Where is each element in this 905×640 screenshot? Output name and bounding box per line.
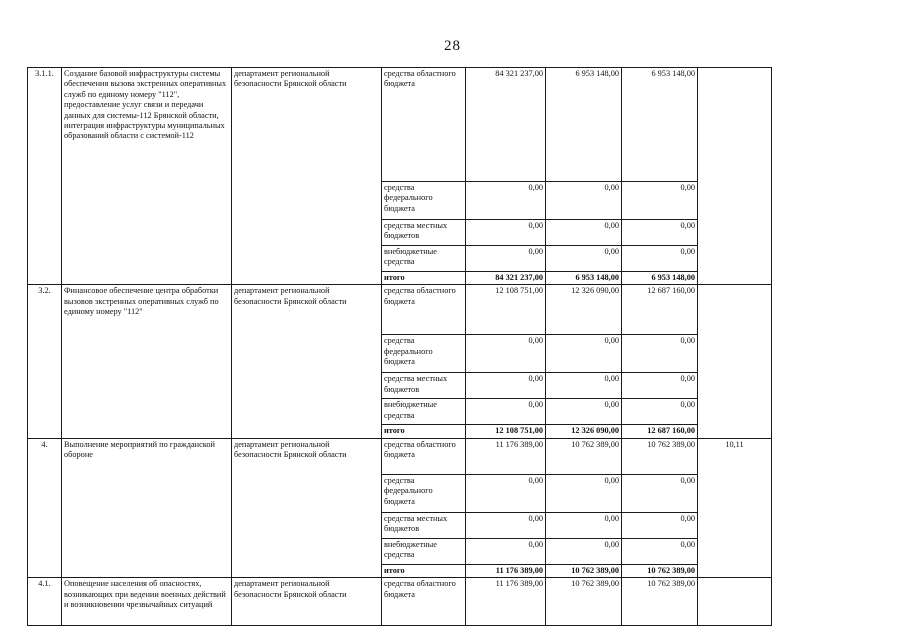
amount-cell: 0,00	[546, 220, 622, 246]
amount-cell: 10 762 389,00	[546, 578, 622, 626]
source-label: средства областного бюджета	[382, 68, 466, 182]
amount-cell: 10 762 389,00	[622, 438, 698, 474]
amount-cell: 0,00	[466, 335, 546, 373]
amount-cell: 10 762 389,00	[546, 564, 622, 577]
table-row	[28, 438, 772, 474]
activity-name: Выполнение мероприятий по гражданской обороне	[62, 438, 232, 577]
table-row	[28, 285, 772, 335]
amount-cell: 0,00	[466, 182, 546, 220]
activity-name: Создание базовой инфраструктуры системы обеспечения вызова экстренных оперативных служб по единому номеру "112", предоставление услуг связи и передачи данных для системы-112 Брянской области, интеграция инфраструктуры муниципальных образований области с системой-112	[62, 68, 232, 285]
amount-cell: 0,00	[466, 474, 546, 512]
amount-cell: 10 762 389,00	[546, 438, 622, 474]
amount-cell: 12 687 160,00	[622, 285, 698, 335]
amount-cell: 0,00	[466, 220, 546, 246]
amount-cell: 6 953 148,00	[546, 272, 622, 285]
amount-cell: 11 176 389,00	[466, 564, 546, 577]
row-number: 4.	[28, 438, 62, 577]
source-label: средства областного бюджета	[382, 285, 466, 335]
amount-cell: 0,00	[622, 246, 698, 272]
executor: департамент региональной безопасности Брянской области	[232, 285, 382, 438]
amount-cell: 0,00	[546, 373, 622, 399]
source-label: средства федерального бюджета	[382, 182, 466, 220]
amount-cell: 0,00	[466, 512, 546, 538]
source-label: внебюджетные средства	[382, 399, 466, 425]
page-number: 28	[444, 38, 461, 54]
budget-table	[27, 67, 772, 626]
amount-cell: 11 176 389,00	[466, 578, 546, 626]
amount-cell: 6 953 148,00	[622, 272, 698, 285]
amount-cell: 0,00	[622, 538, 698, 564]
amount-cell: 0,00	[466, 538, 546, 564]
executor: департамент региональной безопасности Брянской области	[232, 438, 382, 577]
amount-cell: 0,00	[546, 474, 622, 512]
row-number: 3.1.1.	[28, 68, 62, 285]
source-label: средства областного бюджета	[382, 438, 466, 474]
amount-cell: 0,00	[466, 399, 546, 425]
source-label: внебюджетные средства	[382, 246, 466, 272]
amount-cell: 0,00	[466, 373, 546, 399]
amount-cell: 0,00	[546, 512, 622, 538]
target-indicator	[698, 578, 772, 626]
amount-cell: 12 326 090,00	[546, 425, 622, 438]
source-label: итого	[382, 425, 466, 438]
source-label: средства местных бюджетов	[382, 373, 466, 399]
activity-name: Финансовое обеспечение центра обработки вызовов экстренных оперативных служб по единому номеру "112"	[62, 285, 232, 438]
amount-cell: 0,00	[622, 373, 698, 399]
amount-cell: 0,00	[466, 246, 546, 272]
amount-cell: 0,00	[622, 182, 698, 220]
source-label: итого	[382, 564, 466, 577]
amount-cell: 84 321 237,00	[466, 68, 546, 182]
source-label: итого	[382, 272, 466, 285]
executor: департамент региональной безопасности Брянской области	[232, 68, 382, 285]
source-label: средства областного бюджета	[382, 578, 466, 626]
source-label: средства федерального бюджета	[382, 335, 466, 373]
row-number: 4.1.	[28, 578, 62, 626]
amount-cell: 12 108 751,00	[466, 285, 546, 335]
amount-cell: 0,00	[546, 182, 622, 220]
table-row	[28, 578, 772, 626]
amount-cell: 12 687 160,00	[622, 425, 698, 438]
source-label: средства местных бюджетов	[382, 512, 466, 538]
executor: департамент региональной безопасности Брянской области	[232, 578, 382, 626]
amount-cell: 84 321 237,00	[466, 272, 546, 285]
amount-cell: 0,00	[622, 512, 698, 538]
target-indicator: 10,11	[698, 438, 772, 577]
amount-cell: 6 953 148,00	[546, 68, 622, 182]
amount-cell: 0,00	[546, 399, 622, 425]
amount-cell: 0,00	[622, 399, 698, 425]
amount-cell: 11 176 389,00	[466, 438, 546, 474]
table-row	[28, 68, 772, 182]
amount-cell: 0,00	[622, 220, 698, 246]
source-label: внебюджетные средства	[382, 538, 466, 564]
target-indicator	[698, 285, 772, 438]
row-number: 3.2.	[28, 285, 62, 438]
activity-name: Оповещение населения об опасностях, возникающих при ведении военных действий и возникновении чрезвычайных ситуаций	[62, 578, 232, 626]
amount-cell: 0,00	[622, 335, 698, 373]
amount-cell: 0,00	[546, 335, 622, 373]
amount-cell: 0,00	[546, 538, 622, 564]
amount-cell: 10 762 389,00	[622, 578, 698, 626]
source-label: средства местных бюджетов	[382, 220, 466, 246]
amount-cell: 12 326 090,00	[546, 285, 622, 335]
amount-cell: 0,00	[546, 246, 622, 272]
target-indicator	[698, 68, 772, 285]
amount-cell: 10 762 389,00	[622, 564, 698, 577]
source-label: средства федерального бюджета	[382, 474, 466, 512]
amount-cell: 6 953 148,00	[622, 68, 698, 182]
amount-cell: 12 108 751,00	[466, 425, 546, 438]
amount-cell: 0,00	[622, 474, 698, 512]
